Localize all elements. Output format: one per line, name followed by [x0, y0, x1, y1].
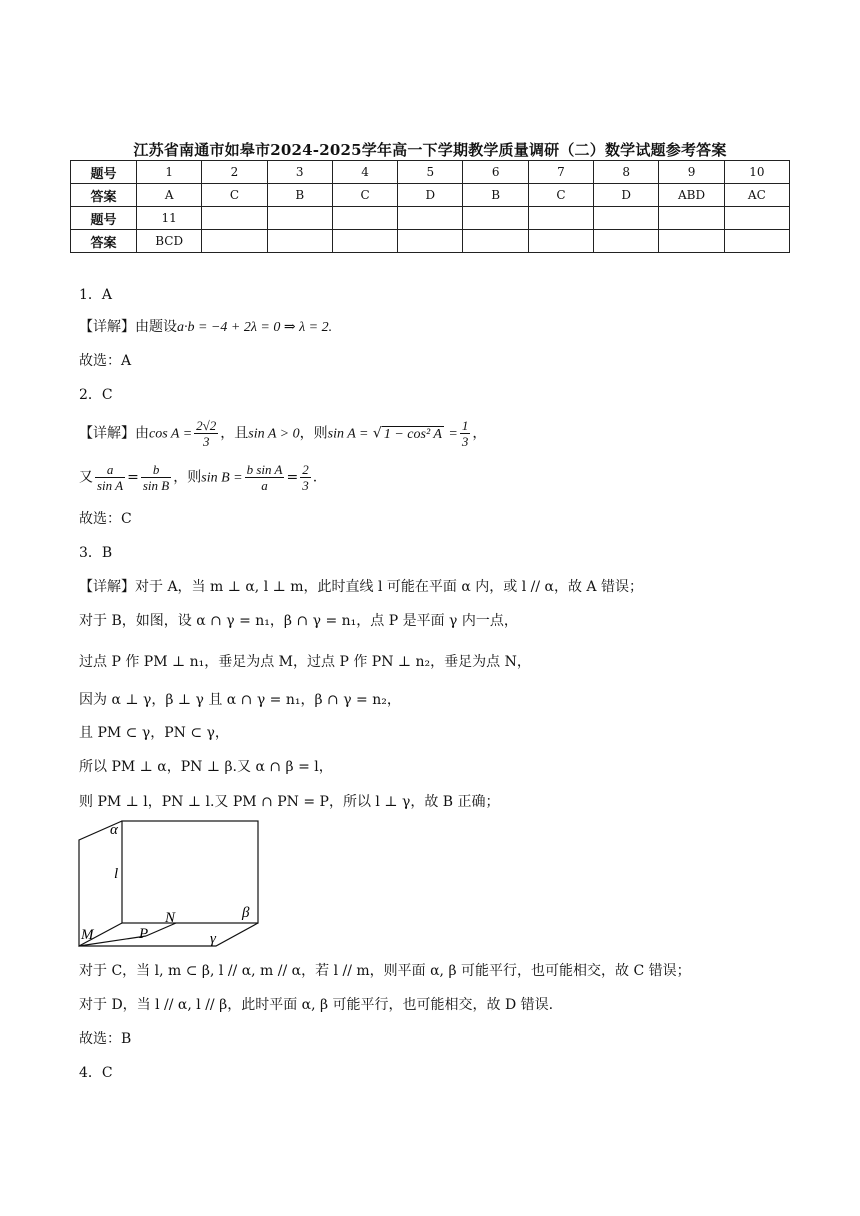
q1-detail-math: a·b = −4 + 2λ = 0 ⇒ λ = 2. — [177, 320, 333, 335]
q3-line: 对于 B，如图，设 α ∩ γ = n₁，β ∩ γ = n₁，点 P 是平面 γ 内一点， — [79, 613, 518, 629]
q3-figure — [76, 818, 266, 950]
q2-sqrt: 1 − cos² A — [383, 426, 442, 442]
q2-math: sin A = — [327, 426, 369, 442]
document-title: 江苏省南通市如皋市2024-2025学年高一下学期教学质量调研（二）数学试题参考答案 — [133, 141, 727, 159]
table-cell: 9 — [659, 161, 724, 184]
table-cell — [332, 230, 397, 253]
label-n: N — [165, 910, 176, 926]
q2-math: cos A = — [149, 426, 193, 442]
q2-fraction — [245, 462, 285, 493]
q2-fraction — [95, 462, 125, 493]
table-cell: 11 — [137, 207, 202, 230]
fraction-numerator: 2 — [302, 462, 309, 477]
fraction-denominator: 3 — [461, 434, 469, 449]
q3-line: 因为 α ⊥ γ，β ⊥ γ 且 α ∩ γ = n₁，β ∩ γ = n₂， — [79, 692, 401, 708]
row-header: 题号 — [71, 207, 137, 230]
table-cell: B — [463, 184, 528, 207]
table-cell: 6 — [463, 161, 528, 184]
q3-heading: 3．B — [79, 545, 113, 561]
table-cell — [332, 207, 397, 230]
fraction-denominator: a — [261, 478, 268, 493]
table-cell: 8 — [594, 161, 659, 184]
q2-heading: 2．C — [79, 387, 113, 403]
fraction-numerator: b sin A — [246, 462, 283, 477]
table-cell — [267, 207, 332, 230]
table-cell — [398, 207, 463, 230]
table-cell: BCD — [137, 230, 202, 253]
q2-fraction — [300, 462, 311, 493]
q2-line1: 【详解】由cos A = $\frac{2√2}{3}$ ，且sin A > 0，则sin A = √ 1 − cos² A = $\frac{1}{3}$ ， — [79, 418, 487, 449]
q2-line2: 又 $\frac{a}{\text{sin A}}$ = $\frac{b}{\text{sin B}}$ ，则sin B = $\frac{\text{b sin A}}{a}$ = $\frac{2}{3}$ . — [79, 462, 318, 493]
fraction-numerator: 1 — [461, 418, 469, 433]
q2-text: ，则 — [173, 469, 202, 486]
q3-answer: 故选：B — [79, 1031, 132, 1047]
fraction-denominator: sin B — [142, 478, 170, 493]
q1-detail — [79, 318, 332, 337]
row-header: 答案 — [71, 230, 137, 253]
label-gamma: γ — [210, 931, 216, 947]
table-cell: 10 — [724, 161, 789, 184]
table-cell — [528, 207, 593, 230]
table-cell — [528, 230, 593, 253]
q2-text: 又 — [79, 469, 93, 486]
table-cell — [267, 230, 332, 253]
q2-text: ，且 — [220, 425, 249, 442]
q2-fraction — [460, 418, 471, 449]
table-row — [71, 230, 790, 253]
table-cell: A — [137, 184, 202, 207]
table-cell: C — [332, 184, 397, 207]
table-cell: 3 — [267, 161, 332, 184]
fraction-denominator: sin A — [97, 478, 124, 493]
label-l: l — [114, 866, 119, 882]
row-header: 题号 — [71, 161, 137, 184]
table-cell — [398, 230, 463, 253]
row-header: 答案 — [71, 184, 137, 207]
q2-fraction — [194, 418, 218, 449]
q1-heading: 1．A — [79, 287, 113, 303]
q3-line: 过点 P 作 PM ⊥ n₁，垂足为点 M，过点 P 作 PN ⊥ n₂，垂足为点 N， — [79, 654, 531, 670]
q2-text: . — [312, 469, 318, 486]
table-cell: 7 — [528, 161, 593, 184]
label-alpha: α — [110, 822, 118, 838]
q1-detail-prefix: 【详解】由题设 — [79, 319, 177, 335]
q2-text: ，则 — [299, 425, 328, 442]
table-cell: AC — [724, 184, 789, 207]
fraction-numerator: a — [95, 462, 125, 478]
table-row — [71, 161, 790, 184]
fraction-numerator: b — [141, 462, 171, 478]
q2-fraction — [141, 462, 171, 493]
table-row — [71, 184, 790, 207]
table-cell: 1 — [137, 161, 202, 184]
table-cell — [463, 230, 528, 253]
table-cell — [594, 230, 659, 253]
q2-text: ， — [472, 425, 487, 442]
fraction-numerator: 2√2 — [196, 418, 217, 433]
plane-beta-outline — [122, 821, 258, 923]
q2-text: 【详解】由 — [79, 425, 149, 442]
q1-answer: 故选：A — [79, 353, 132, 369]
table-cell: C — [202, 184, 267, 207]
label-m: M — [81, 927, 94, 943]
answer-table — [70, 160, 790, 253]
table-cell: 5 — [398, 161, 463, 184]
fraction-denominator: 3 — [302, 478, 309, 493]
label-p: P — [139, 926, 149, 942]
q2-answer: 故选：C — [79, 511, 132, 527]
table-cell: B — [267, 184, 332, 207]
table-cell — [724, 230, 789, 253]
table-cell: 2 — [202, 161, 267, 184]
q3-line: 【详解】对于 A，当 m ⊥ α, l ⊥ m，此时直线 l 可能在平面 α 内，或 l // α，故 A 错误； — [79, 579, 643, 595]
table-cell — [594, 207, 659, 230]
table-cell: D — [398, 184, 463, 207]
q3-line: 对于 D，当 l // α, l // β，此时平面 α, β 可能平行，也可能相交，故 D 错误. — [79, 997, 554, 1013]
table-cell: 4 — [332, 161, 397, 184]
q4-heading: 4．C — [79, 1065, 113, 1081]
table-cell: C — [528, 184, 593, 207]
q3-line: 且 PM ⊂ γ，PN ⊂ γ， — [79, 725, 229, 741]
table-cell — [202, 230, 267, 253]
table-cell: ABD — [659, 184, 724, 207]
q3-line: 所以 PM ⊥ α，PN ⊥ β.又 α ∩ β = l， — [79, 759, 333, 775]
q2-math: sin B = — [201, 470, 243, 486]
table-cell — [659, 207, 724, 230]
table-cell: D — [594, 184, 659, 207]
q3-line: 则 PM ⊥ l，PN ⊥ l.又 PM ∩ PN = P，所以 l ⊥ γ，故 B 正确； — [79, 794, 500, 810]
fraction-denominator: 3 — [202, 434, 210, 449]
q2-math: sin A > 0 — [248, 426, 300, 442]
q3-line: 对于 C，当 l, m ⊂ β, l // α, m // α，若 l // m，则平面 α, β 可能平行，也可能相交，故 C 错误； — [79, 963, 691, 979]
table-cell — [463, 207, 528, 230]
table-row — [71, 207, 790, 230]
label-beta: β — [242, 905, 250, 921]
table-cell — [724, 207, 789, 230]
q2-math: = — [448, 426, 458, 442]
table-cell — [659, 230, 724, 253]
table-cell — [202, 207, 267, 230]
